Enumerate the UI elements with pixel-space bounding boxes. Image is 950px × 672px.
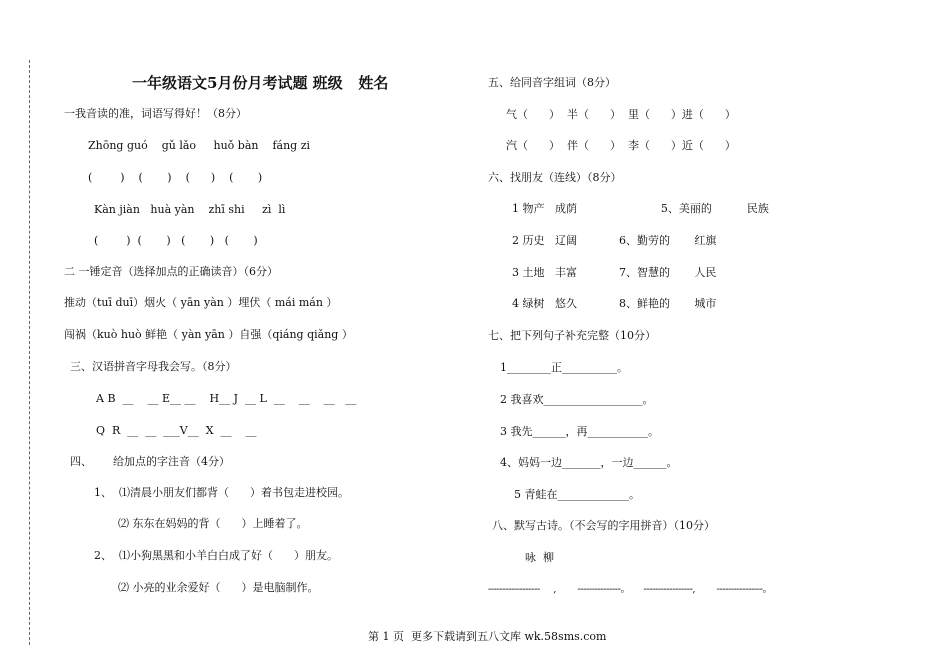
section-1-heading: 一我音读的准，词语写得好！（8分）	[64, 107, 247, 120]
section-4-question-1b: ⑵ 东东在妈妈的背（ ）上睡着了。	[118, 517, 308, 530]
section-7-sentence-4: 4、妈妈一边_______，一边______。	[500, 456, 678, 469]
binding-cut-line	[29, 60, 30, 645]
section-1-pinyin-row-2: Kàn jiàn huà yàn zhī shi zì lì	[94, 203, 286, 216]
section-6-row-1: 1 物产 成荫 5、美丽的 民族	[512, 202, 769, 215]
section-4-heading: 四、 给加点的字注音（4分）	[70, 455, 230, 468]
section-7-sentence-3: 3 我先______，再___________。	[500, 425, 659, 438]
section-7-sentence-2: 2 我喜欢__________________。	[500, 393, 654, 406]
section-6-heading: 六、找朋友（连线）（8分）	[488, 171, 622, 184]
section-5-row-1: 气（ ） 半（ ） 里（ ）进（ ）	[506, 108, 736, 121]
section-3-alphabet-row-1: A B __ __ E__ __ H__ J __ L __ __ __ __	[96, 392, 357, 405]
section-6-row-3: 3 土地 丰富 7、智慧的 人民	[512, 266, 717, 279]
section-3-heading: 三、汉语拼音字母我会写。（8分）	[70, 360, 237, 373]
section-3-alphabet-row-2: Q R __ __ ___V__ X __ __	[96, 424, 257, 437]
section-5-row-2: 汽（ ） 伴（ ） 李（ ）近（ ）	[506, 139, 736, 152]
page-footer: 第 1 页 更多下载请到五八文库 wk.58sms.com	[368, 630, 607, 643]
exam-title: 一年级语文5月份月考试题 班级 姓名	[132, 74, 389, 92]
section-1-blank-row-2: ( ) ( ) ( ) ( )	[94, 234, 258, 247]
section-5-heading: 五、给同音字组词（8分）	[488, 76, 616, 89]
section-7-sentence-5: 5 青蛙在_____________。	[514, 488, 640, 501]
section-8-heading: 八、默写古诗。（不会写的字用拼音）（10分）	[492, 519, 715, 532]
section-6-row-2: 2 历史 辽阔 6、勤劳的 红旗	[512, 234, 717, 247]
section-2-heading: 二 一锤定音（选择加点的正确读音）（6分）	[64, 265, 278, 278]
poem-title: 咏 柳	[525, 551, 554, 564]
section-2-line-1: 推动（tuī duī）烟火（ yān yàn ）埋伏（ mái mán ）	[64, 296, 338, 309]
section-4-question-2a: 2、 ⑴小狗黑黑和小羊白白成了好（ ）朋友。	[94, 549, 338, 562]
section-4-question-1a: 1、 ⑴清晨小朋友们都背（ ）着书包走进校园。	[94, 486, 349, 499]
section-7-sentence-1: 1________正__________。	[500, 361, 628, 374]
section-6-row-4: 4 绿树 悠久 8、鲜艳的 城市	[512, 297, 717, 310]
section-4-question-2b: ⑵ 小亮的业余爱好（ ）是电脑制作。	[118, 581, 319, 594]
section-1-pinyin-row-1: Zhōng guó gǔ lǎo huǒ bàn fáng zi	[88, 139, 311, 152]
poem-writing-lines: ------------------ , ---------------。 -----------------, ----------------。	[488, 584, 773, 595]
section-7-heading: 七、把下列句子补充完整（10分）	[488, 329, 656, 342]
section-2-line-2: 闯祸（kuò huò 鲜艳（ yàn yān ）自强（qiáng qiǎng ）	[64, 328, 353, 341]
section-1-blank-row-1: ( ) ( ) ( ) ( )	[88, 171, 263, 184]
